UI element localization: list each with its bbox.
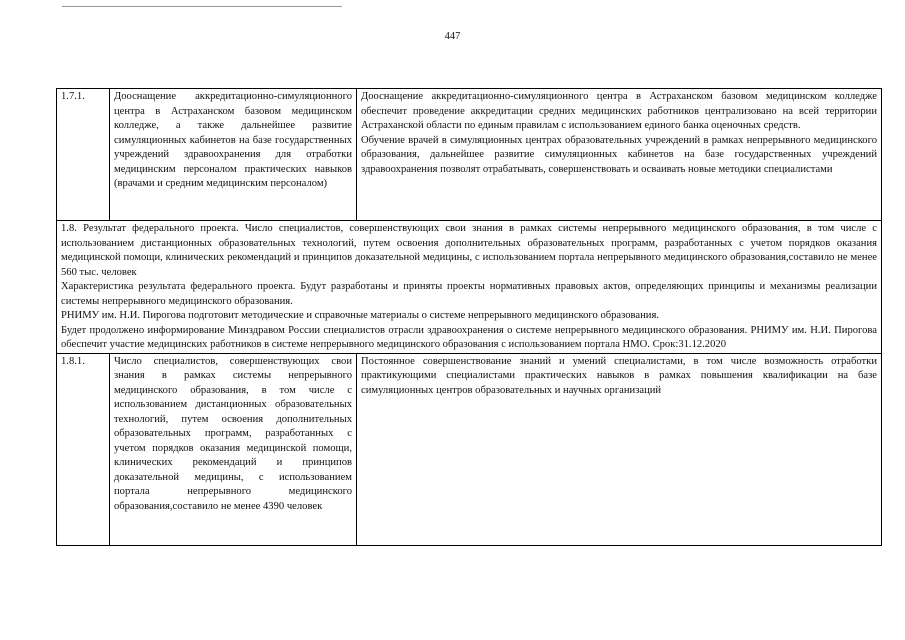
document-table	[56, 88, 882, 546]
measure-result-1-8-1: Постоянное совершенствование знаний и умений специалистами, в том числе возможность отработки практикующими специалистами практических навыков в рамках повышения квалификации на базе симуляционных центров образовательных и научных организаций	[357, 353, 882, 545]
row-number-1-8-1: 1.8.1.	[57, 353, 110, 545]
row-number-1-7-1: 1.7.1.	[57, 89, 110, 221]
measure-description-1-7-1: Дооснащение аккредитационно-симуляционного центра в Астраханском базовом медицинском колледже, а также дальнейшее развитие симуляционных кабинетов на базе государственных учреждений здравоохранения для отработки медицинским персоналом практических навыков (врачами и средним медицинским персоналом)	[110, 89, 357, 221]
table-row-1-7-1	[57, 89, 882, 221]
table-row-1-8	[57, 221, 882, 354]
federal-project-result-1-8	[57, 221, 882, 354]
measure-description-1-8-1: Число специалистов, совершенствующих свои знания в рамках системы непрерывного медицинского образования, в том числе с использованием дистанционных образовательных технологий, путем освоения дополнительных образовательных программ, разработанных с учетом порядков оказания медицинской помощи, клинических рекомендаций и принципов доказательной медицины, с использованием портала непрерывного медицинского образования,составило не менее 4390 человек	[110, 353, 357, 545]
section-paragraph: Характеристика результата федерального проекта. Будут разработаны и приняты проекты нормативных правовых актов, определяющих принципы и механизмы реализации системы непрерывного медицинского образования.	[61, 281, 877, 307]
section-paragraph: РНИМУ им. Н.И. Пирогова подготовит методические и справочные материалы о системе непрерывного медицинского образования.	[61, 310, 659, 321]
table-row-1-8-1	[57, 353, 882, 545]
result-paragraph: Дооснащение аккредитационно-симуляционного центра в Астраханском базовом медицинском колледже обеспечит проведение аккредитации средних медицинских работников централизовано на всей территории Астраханской области по единым правилам с использованием единого банка оценочных средств.	[361, 91, 877, 131]
header-rule	[62, 6, 342, 7]
section-paragraph: Будет продолжено информирование Минздравом России специалистов отрасли здравоохранения о системе непрерывного медицинского образования. РНИМУ им. Н.И. Пирогова обеспечит участие медицинских работников в системе непрерывного медицинского образования с использованием портала НМО. Срок:31.12.2020	[61, 324, 877, 350]
section-paragraph: 1.8. Результат федерального проекта. Число специалистов, совершенствующих свои знания в рамках системы непрерывного медицинского образования, в том числе с использованием дистанционных образовательных технологий, путем освоения дополнительных образовательных программ, разработанных с учетом порядков оказания медицинской помощи, клинических рекомендаций и принципов доказательной медицины, с использованием портала непрерывного медицинского образования,составило не менее 560 тыс. человек	[61, 223, 877, 278]
page-number: 447	[444, 31, 461, 42]
measure-result-1-7-1	[357, 89, 882, 221]
result-paragraph: Обучение врачей в симуляционных центрах образовательных учреждений в рамках непрерывного медицинского образования, дальнейшее развитие симуляционных кабинетов на базе государственных учреждений здравоохранения позволят отрабатывать, совершенствовать и осваивать новые методики специалистами	[361, 134, 877, 175]
